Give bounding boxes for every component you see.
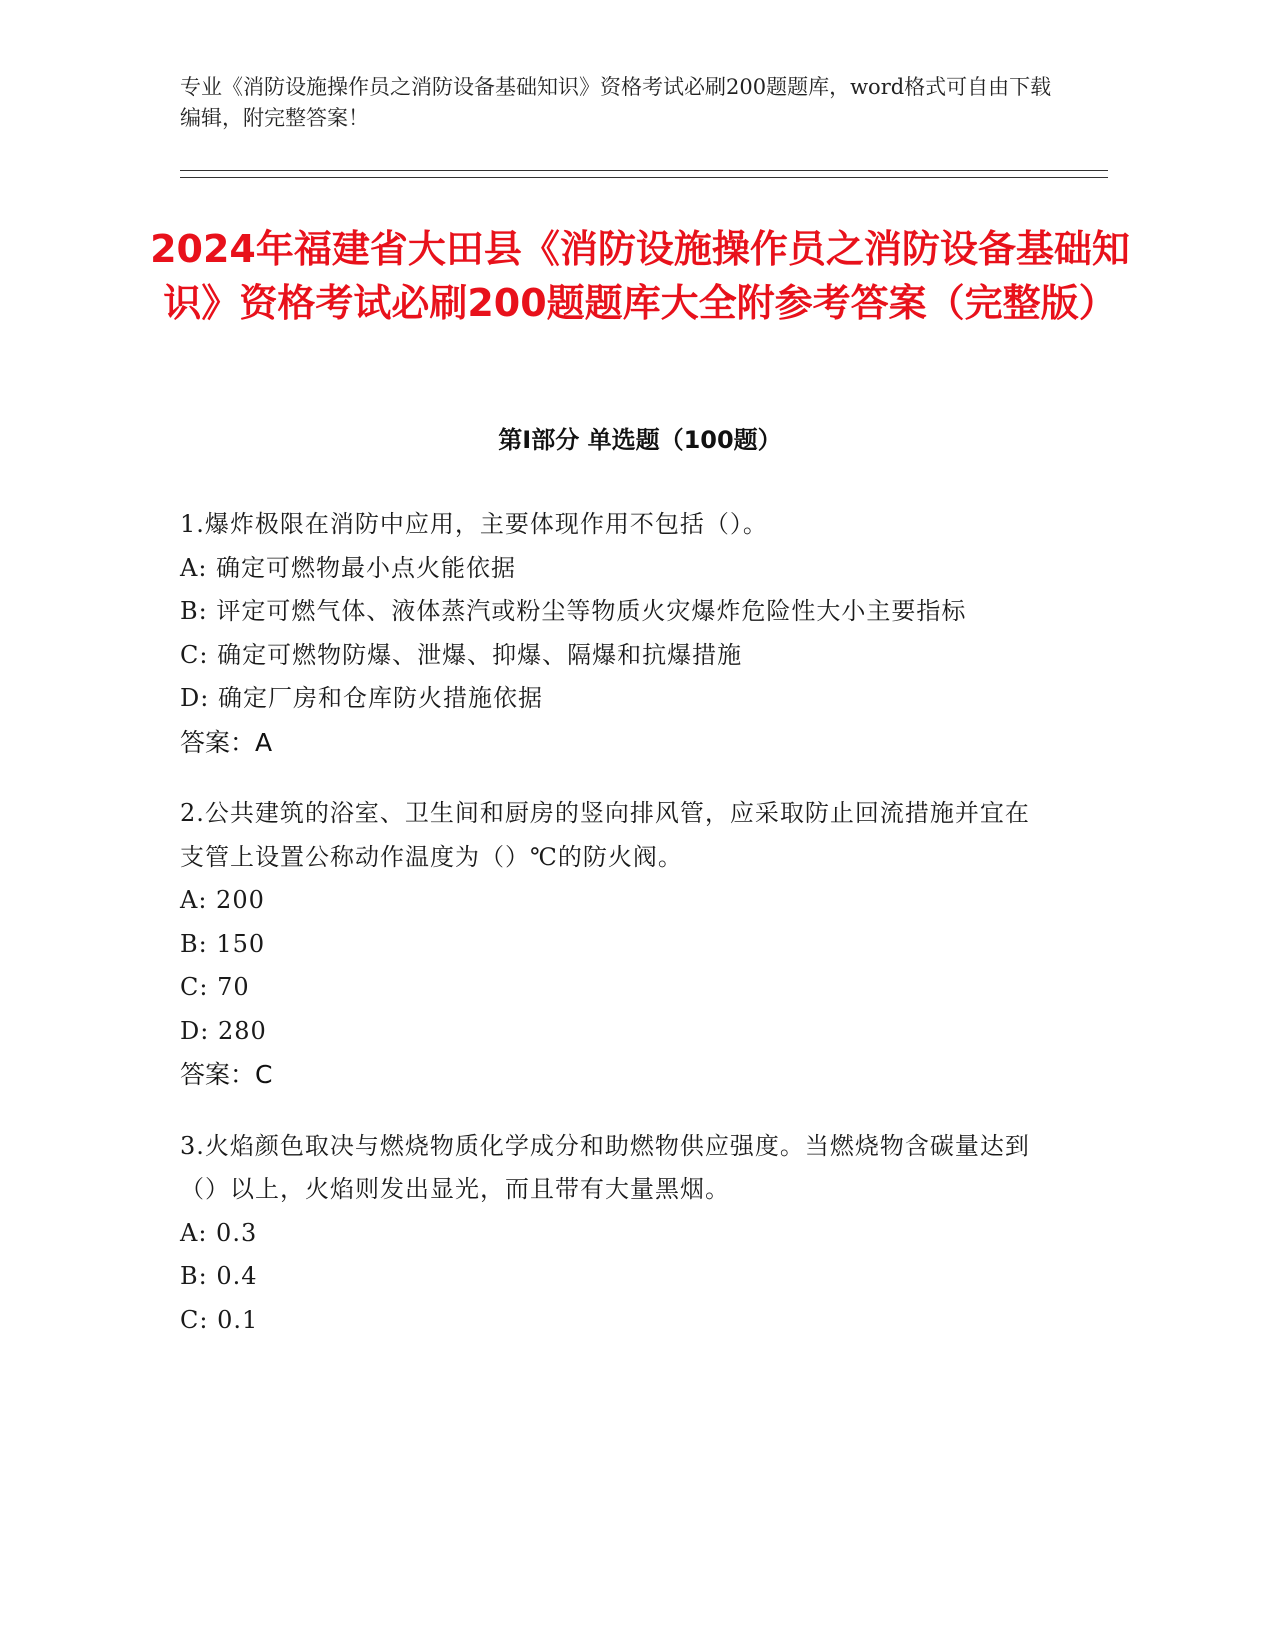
section-title: 第Ⅰ部分 单选题（100题） [498,426,782,454]
answer: 答案：A [180,727,273,757]
header-note: 专业《消防设施操作员之消防设备基础知识》资格考试必刷200题题库，word格式可自由下载编辑，附完整答案！ [180,75,1052,130]
option-a: A: 确定可燃物最小点火能依据 [180,553,517,582]
question-3 [180,1125,1030,1343]
option-b: B: 0.4 [180,1262,258,1290]
option-c: C: 确定可燃物防爆、泄爆、抑爆、隔爆和抗爆措施 [180,640,743,669]
header-divider-bottom [180,177,1108,178]
question-stem: 2.公共建筑的浴室、卫生间和厨房的竖向排风管，应采取防止回流措施并宜在支管上设置公称动作温度为（）℃的防火阀。 [180,799,1030,871]
option-c: C: 70 [180,973,250,1001]
option-c: C: 0.1 [180,1305,259,1334]
document-title: 2024年福建省大田县《消防设施操作员之消防设备基础知识》资格考试必刷200题题库大全附参考答案（完整版） [150,227,1130,325]
option-a: A: 0.3 [180,1218,258,1247]
option-d: D: 确定厂房和仓库防火措施依据 [180,684,543,712]
option-b: B: 评定可燃气体、液体蒸汽或粉尘等物质火灾爆炸危险性大小主要指标 [180,597,967,625]
option-d: D: 280 [180,1016,267,1045]
question-stem: 1.爆炸极限在消防中应用，主要体现作用不包括（）。 [180,510,768,538]
option-a: A: 200 [180,886,265,914]
question-2 [180,792,1030,1097]
question-stem: 3.火焰颜色取决与燃烧物质化学成分和助燃物供应强度。当燃烧物含碳量达到（）以上，火焰则发出显光，而且带有大量黑烟。 [180,1131,1030,1203]
question-1 [180,503,1030,764]
answer: 答案：C [180,1060,273,1089]
option-b: B: 150 [180,929,266,958]
question-list [180,503,1030,1370]
header-divider-top [180,170,1108,171]
